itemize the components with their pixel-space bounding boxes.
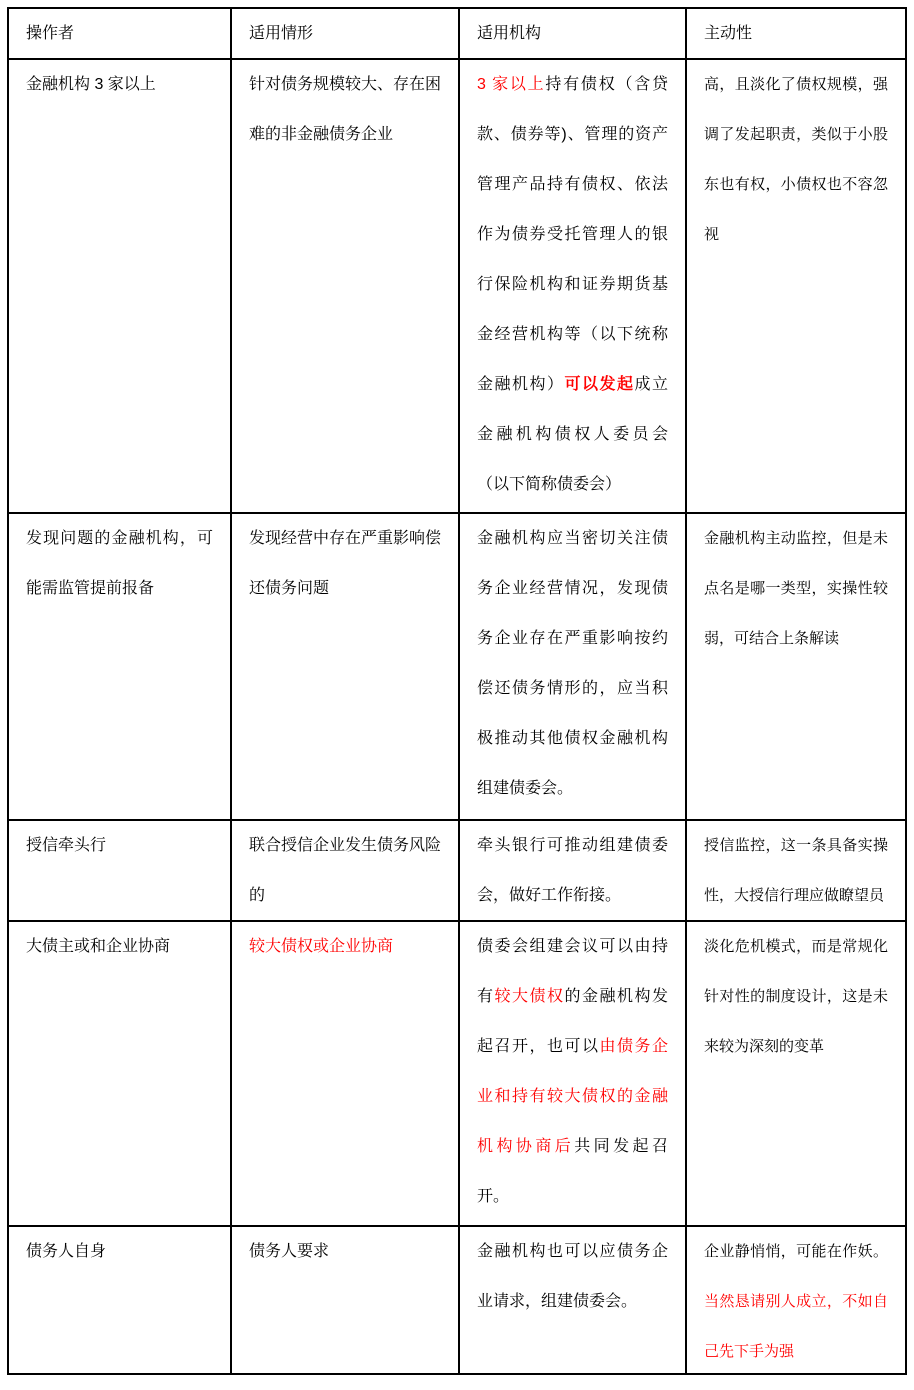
text-run: 企业静悄悄，可能在作妖。: [704, 1243, 888, 1260]
text-run: 淡化危机模式，而是常规化针对性的制度设计，这是未来较为深刻的变革: [704, 938, 888, 1055]
highlighted-text-run: 当然恳请别人成立，不如自己先下手为强: [704, 1293, 888, 1360]
highlighted-text-run: 3 家以上: [477, 76, 546, 93]
table-cell: [231, 59, 459, 513]
text-run: 金融机构应当密切关注债务企业经营情况，发现债务企业存在严重影响按约偿还债务情形的，应当积极推动其他债权金融机构组建债委会。: [477, 530, 668, 797]
text-run: 的金融机构发起召开，也可以: [477, 988, 668, 1055]
highlighted-text-run: 由债务企业和持有较大债权的金融机构协商后: [477, 1038, 668, 1155]
text-run: 牵头银行可推动组建债委会，做好工作衔接。: [477, 837, 668, 904]
table-cell: [8, 820, 231, 921]
table-row: [8, 1226, 906, 1374]
table-row: [8, 921, 906, 1226]
table-cell: [686, 59, 906, 513]
table-cell: [459, 820, 686, 921]
table-cell: [8, 59, 231, 513]
text-run: 债委会组建会议可以由持有: [477, 938, 668, 1005]
table-cell: [8, 921, 231, 1226]
column-header: 主动性: [704, 24, 753, 42]
text-run: 联合授信企业发生债务风险的: [249, 837, 441, 904]
table-row: [8, 513, 906, 820]
text-run: 高，且淡化了债权规模，强调了发起职责，类似于小股东也有权，小债权也不容忽视: [704, 76, 888, 243]
table-cell: [459, 513, 686, 820]
table-cell: [459, 1226, 686, 1374]
highlighted-text-run: 较大债权: [494, 988, 565, 1005]
text-run: 授信监控，这一条具备实操性，大授信行理应做瞭望员: [704, 837, 888, 904]
text-run: 金融机构 3 家以上: [26, 76, 156, 93]
table-cell: [459, 921, 686, 1226]
text-run: 针对债务规模较大、存在困难的非金融债务企业: [249, 76, 441, 143]
text-run: 债务人自身: [26, 1243, 107, 1260]
column-header: 操作者: [26, 24, 75, 42]
table-cell: [8, 1226, 231, 1374]
comparison-table: [7, 7, 907, 1375]
table-cell: [8, 513, 231, 820]
table-cell: [686, 513, 906, 820]
column-header: 适用机构: [477, 24, 542, 42]
table-cell: [686, 820, 906, 921]
text-run: 金融机构主动监控，但是未点名是哪一类型，实操性较弱，可结合上条解读: [704, 530, 888, 647]
header-cell-institution: [459, 8, 686, 59]
table-cell: [686, 921, 906, 1226]
table-row: [8, 59, 906, 513]
table-cell: [231, 513, 459, 820]
highlighted-bold-text-run: 可以发起: [564, 376, 635, 393]
text-run: 金融机构也可以应债务企业请求，组建债委会。: [477, 1243, 668, 1310]
table-cell: [231, 1226, 459, 1374]
text-run: 发现经营中存在严重影响偿还债务问题: [249, 530, 441, 597]
text-run: 成立金融机构债权人委员会（以下简称债委会）: [477, 376, 668, 493]
text-run: 共同发起召开。: [477, 1138, 668, 1205]
text-run: 发现问题的金融机构，可能需监管提前报备: [26, 530, 213, 597]
header-cell-initiative: [686, 8, 906, 59]
table-cell: [231, 921, 459, 1226]
header-cell-situation: [231, 8, 459, 59]
column-header: 适用情形: [249, 24, 314, 42]
header-row: [8, 8, 906, 59]
table-row: [8, 820, 906, 921]
table-cell: [686, 1226, 906, 1374]
text-run: 债务人要求: [249, 1243, 330, 1260]
text-run: 大债主或和企业协商: [26, 938, 171, 955]
text-run: 授信牵头行: [26, 837, 107, 854]
table-cell: [459, 59, 686, 513]
highlighted-text-run: 较大债权或企业协商: [249, 938, 394, 955]
table-cell: [231, 820, 459, 921]
text-run: 持有债权（含贷款、债券等)、管理的资产管理产品持有债权、依法作为债券受托管理人的银行保险机构和证券期货基金经营机构等（以下统称金融机构）: [477, 76, 668, 393]
header-cell-operator: [8, 8, 231, 59]
